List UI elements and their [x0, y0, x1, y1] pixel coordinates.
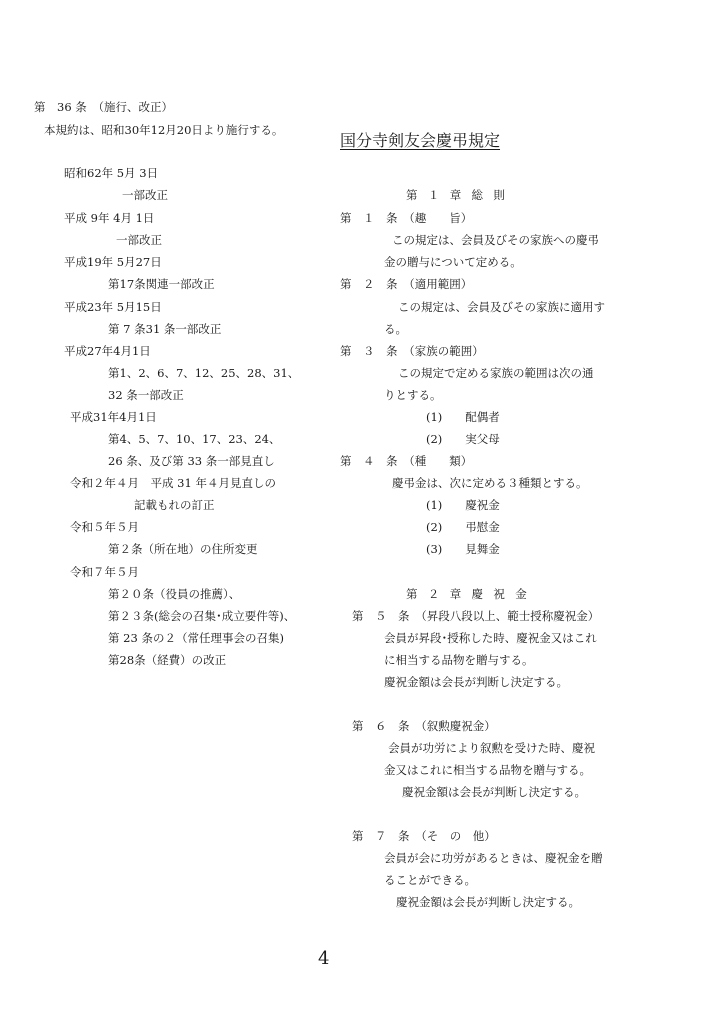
history-note: 32 条一部改正	[108, 388, 184, 402]
article-7-body: 慶祝金額は会長が判断し決定する。	[396, 895, 580, 909]
article-7-heading: 第 ７ 条 （そ の 他）	[352, 829, 496, 843]
history-note: 第4、5、7、10、17、23、24、	[108, 432, 281, 446]
history-date: 昭和62年 5月 3日	[64, 166, 159, 180]
article-2-heading: 第 ２ 条 （適用範囲）	[340, 277, 473, 291]
article-6-body: 会員が功労により叙勲を受けた時、慶祝	[388, 741, 595, 755]
history-date: 平成31年4月1日	[70, 410, 157, 424]
list-item: (1) 慶祝金	[426, 498, 500, 512]
history-date: 令和５年５月	[70, 520, 139, 534]
article-2-body: る。	[384, 322, 407, 336]
history-note: 第２０条（役員の推薦）、	[108, 587, 241, 601]
history-date: 平成19年 5月27日	[64, 255, 162, 269]
article-6-body: 慶祝金額は会長が判断し決定する。	[402, 785, 586, 799]
list-item: (2) 実父母	[426, 432, 500, 446]
history-date: 平成23年 5月15日	[64, 300, 162, 314]
history-note: 第17条関連一部改正	[108, 277, 215, 291]
article-2-body: この規定は、会員及びその家族に適用す	[398, 300, 605, 314]
chapter-1-heading: 第１章総則	[406, 188, 516, 202]
article-1-heading: 第 １ 条 （趣 旨）	[340, 211, 473, 225]
history-note: 第 23 条の２（常任理事会の召集)	[108, 631, 284, 645]
article-3-body: この規定で定める家族の範囲は次の通	[398, 366, 594, 380]
history-note: 記載もれの訂正	[134, 498, 215, 512]
list-item: (3) 見舞金	[426, 542, 500, 556]
list-item: (2) 弔慰金	[426, 520, 500, 534]
history-note: 第 7 条31 条一部改正	[108, 322, 222, 336]
history-note: 26 条、及び第 33 条一部見直し	[108, 454, 275, 468]
article-7-body: 会員が会に功労があるときは、慶祝金を贈	[384, 851, 603, 865]
history-note: 第２３条(総会の召集･成立要件等)、	[108, 609, 296, 623]
article-6-body: 金又はこれに相当する品物を贈与する。	[384, 763, 591, 777]
article-7-body: ることができる。	[384, 873, 476, 887]
article-5-body: に相当する品物を贈与する。	[384, 653, 534, 667]
article-1-body: この規定は、会員及びその家族への慶弔	[392, 233, 599, 247]
article-3-body: りとする。	[384, 388, 442, 402]
history-note: 第28条（経費）の改正	[108, 653, 227, 667]
document-title: 国分寺剣友会慶弔規定	[340, 131, 501, 150]
history-note: 一部改正	[122, 188, 168, 202]
history-date: 平成27年4月1日	[64, 344, 151, 358]
page-number: 4	[318, 948, 330, 969]
list-item: (1) 配偶者	[426, 410, 500, 424]
article-4-body: 慶弔金は、次に定める３種類とする。	[392, 476, 588, 490]
history-date: 令和７年５月	[70, 565, 139, 579]
history-note: 一部改正	[116, 233, 162, 247]
article-4-heading: 第 ４ 条 （種 類）	[340, 454, 473, 468]
article-5-body: 慶祝金額は会長が判断し決定する。	[384, 675, 568, 689]
history-note: 第２条（所在地）の住所変更	[108, 542, 258, 556]
article-3-heading: 第 ３ 条 （家族の範囲）	[340, 344, 484, 358]
history-date: 平成 9年 4月 1日	[64, 211, 155, 225]
history-date: 令和２年４月 平成 31 年４月見直しの	[70, 476, 276, 490]
article-6-heading: 第 ６ 条 （叙勲慶祝金）	[352, 719, 496, 733]
article-5-heading: 第 ５ 条 （昇段八段以上、範士授称慶祝金）	[352, 609, 600, 623]
article-5-body: 会員が昇段･授称した時、慶祝金又はこれ	[384, 631, 597, 645]
article-36-body: 本規約は、昭和30年12月20日より施行する。	[44, 123, 284, 137]
chapter-2-heading: 第２章慶祝金	[406, 587, 538, 601]
article-1-body: 金の贈与について定める。	[384, 255, 522, 269]
article-36-heading: 第 36 条 （施行、改正）	[34, 100, 174, 114]
history-note: 第1、2、6、7、12、25、28、31、	[108, 366, 300, 380]
